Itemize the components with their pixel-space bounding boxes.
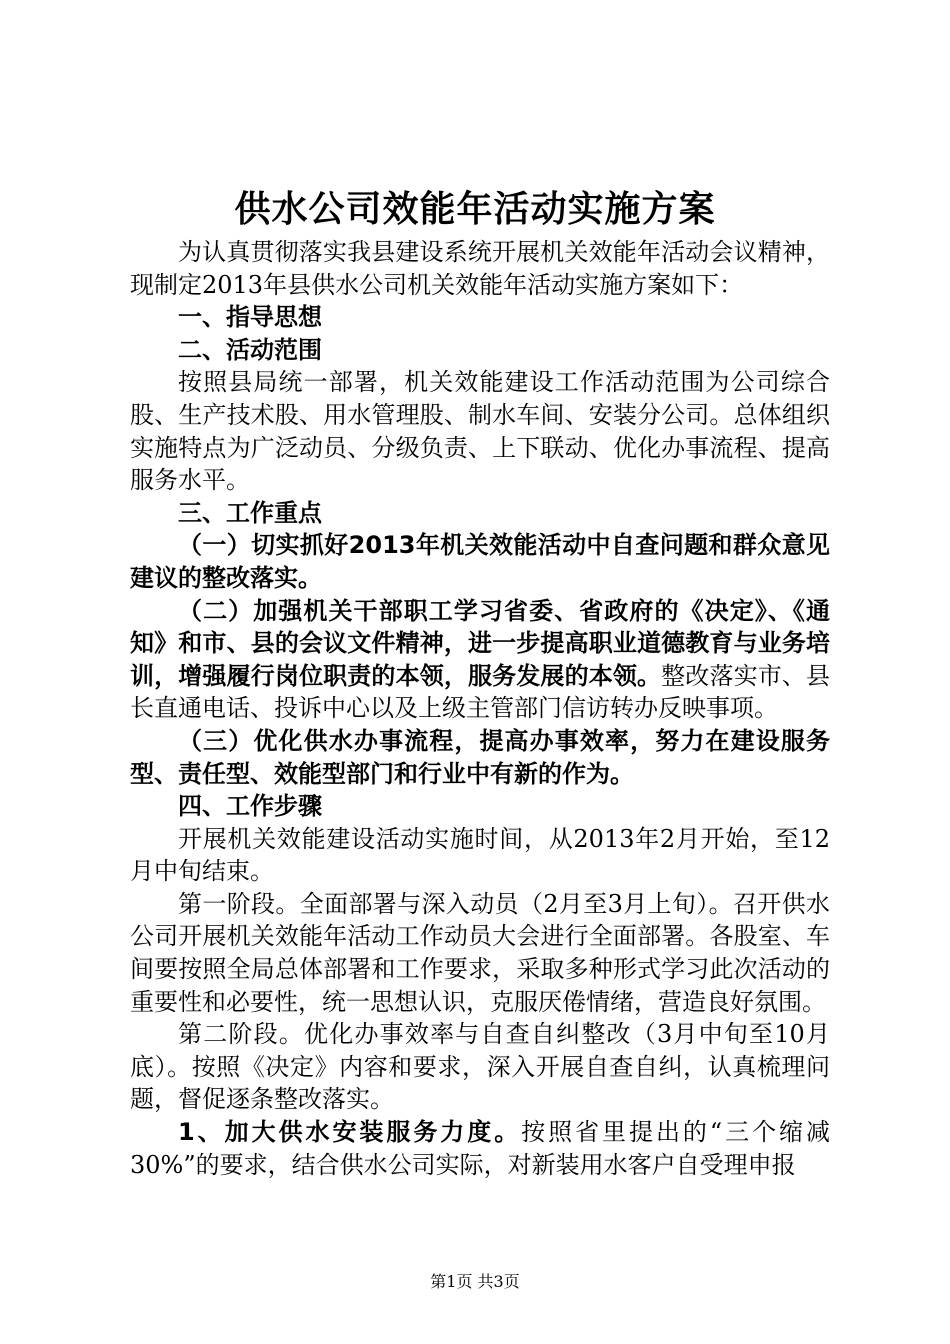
key-work-item-3: （三）优化供水办事流程，提高办事效率，努力在建设服务型、责任型、效能型部门和行业中有新的作为。	[130, 726, 830, 788]
section-heading-steps: 四、工作步骤	[178, 792, 322, 821]
key-work-item-2-lead: （二）加强机关干部职工学习省委、省政府的《决定》、《通知》和市、县的会议文件精神，进一步提高职业道德教育与业务培训，增强履行岗位职责的本领，服务发展的本领。	[130, 596, 830, 690]
section-heading-guiding-thought: 一、指导思想	[178, 303, 322, 332]
section-heading-key-work: 三、工作重点	[178, 498, 322, 527]
section-heading-scope: 二、活动范围	[178, 335, 322, 364]
document-body	[130, 236, 830, 1181]
stage-two-item-1	[130, 1116, 830, 1181]
stage-two-paragraph: 第二阶段。优化办事效率与自查自纠整改（3月中旬至10月底）。按照《决定》内容和要求，深入开展自查自纠，认真梳理问题，督促逐条整改落实。	[130, 1020, 830, 1114]
key-work-item-2-rest: 整改落实市、县长直通电话、投诉中心以及上级主管部门信访转办反映事项。	[130, 661, 831, 723]
key-work-item-2	[130, 595, 830, 725]
key-work-item-1: （一）切实抓好2013年机关效能活动中自查问题和群众意见建议的整改落实。	[130, 531, 830, 592]
steps-timeframe-paragraph: 开展机关效能建设活动实施时间，从2013年2月开始，至12月中旬结束。	[130, 824, 830, 886]
scope-paragraph: 按照县局统一部署，机关效能建设工作活动范围为公司综合股、生产技术股、用水管理股、制水车间、安装分公司。总体组织实施特点为广泛动员、分级负责、上下联动、优化办事流程、提高服务水平。	[130, 368, 830, 495]
stage-two-item-1-rest: 按照省里提出的“三个缩减30%”的要求，结合供水公司实际，对新装用水客户自受理申报	[130, 1118, 830, 1179]
stage-one-paragraph: 第一阶段。全面部署与深入动员（2月至3月上旬）。召开供水公司开展机关效能年活动工作动员大会进行全面部署。各股室、车间要按照全局总体部署和工作要求，采取多种形式学习此次活动的重要性和必要性，统一思想认识，克服厌倦情绪，营造良好氛围。	[130, 889, 830, 1016]
intro-paragraph: 为认真贯彻落实我县建设系统开展机关效能年活动会议精神，现制定2013年县供水公司机关效能年活动实施方案如下：	[130, 238, 830, 299]
document-title: 供水公司效能年活动实施方案	[234, 188, 716, 230]
page-footer: 第1页 共3页	[430, 1272, 520, 1291]
stage-two-item-1-lead: 1、加大供水安装服务力度。	[178, 1118, 522, 1147]
